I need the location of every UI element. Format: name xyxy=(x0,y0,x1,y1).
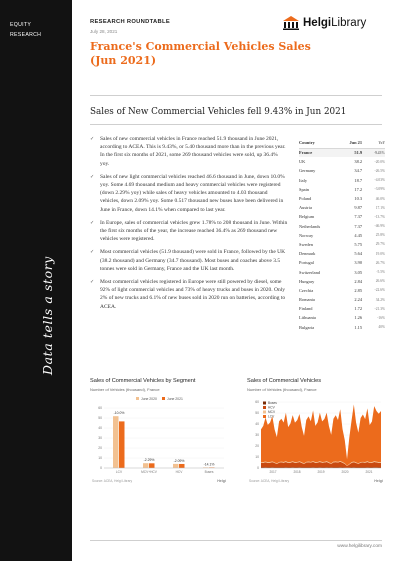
bar-value-label: -14.1% xyxy=(203,462,215,467)
table-header-row xyxy=(299,138,385,148)
y-tick-label: 20 xyxy=(98,446,102,451)
chart-watermark: Helgi xyxy=(374,479,383,483)
sales-cell: 18.7 xyxy=(354,177,363,183)
table-row xyxy=(299,277,385,286)
header-country: Country xyxy=(299,138,337,148)
sales-cell: 38.2 xyxy=(354,159,363,165)
bullet-text: Sales of new light commercial vehicles reached 46.6 thousand in June, down 10.0% yoy. Some 4.69 thousand medium and heavy commercial vehicles were registered (down 2.29% yoy) while sales of heavy vehicles amounted to 4.03 thousand vehicles, down 2.09% yoy. Some 0.517 thousand new buses have been delivered in June in France, down 14.1% when compared to last year. xyxy=(100,173,285,213)
yoy-cell: -21.3% xyxy=(374,306,385,311)
country-cell: Sweden xyxy=(299,241,313,247)
logo-text xyxy=(303,17,366,29)
logo-text-regular: Library xyxy=(331,17,367,29)
table-row xyxy=(299,258,385,267)
summary-bullet-list xyxy=(90,135,288,316)
report-eyebrow: RESEARCH ROUNDTABLE xyxy=(90,19,170,25)
table-row xyxy=(299,249,385,258)
y-tick-label: 0 xyxy=(257,466,259,471)
y-tick-label: 60 xyxy=(98,406,102,411)
sales-cell: 2.24 xyxy=(354,297,363,303)
y-tick-label: 10 xyxy=(98,456,102,461)
bar-2020 xyxy=(173,464,179,468)
table-row xyxy=(299,295,385,304)
country-cell: Germany xyxy=(299,168,316,174)
sales-cell: 7.37 xyxy=(354,223,363,229)
country-cell: Denmark xyxy=(299,251,316,257)
header-yoy: YoY xyxy=(365,138,385,148)
sales-cell: 2.85 xyxy=(354,287,363,293)
yoy-cell: -26.5% xyxy=(374,168,385,173)
category-line-2: RESEARCH xyxy=(10,32,42,38)
check-icon: ✓ xyxy=(90,173,95,180)
sales-cell: 2.84 xyxy=(354,278,363,284)
bar-value-label: -10.0% xyxy=(113,411,125,416)
country-cell: Portugal xyxy=(299,260,314,266)
legend-label: HCV xyxy=(268,405,275,410)
segment-chart-plot xyxy=(90,394,228,486)
legend-swatch xyxy=(263,415,266,418)
bullet-item xyxy=(90,278,288,311)
sales-cell: 10.3 xyxy=(354,196,363,202)
bar-value-label: -2.09% xyxy=(173,458,185,463)
y-tick-label: 20 xyxy=(255,444,259,449)
bullet-text: In Europe, sales of commercial vehicles grew 1.78% to 208 thousand in June. Within the first six months of the year, the increase reached 36.4% as 269 thousand new vehicles were registered. xyxy=(100,219,288,243)
yoy-cell: 40% xyxy=(378,325,385,330)
bullet-item xyxy=(90,135,288,168)
y-tick-label: 40 xyxy=(255,422,259,427)
country-cell: Romania xyxy=(299,297,315,303)
country-cell: Italy xyxy=(299,177,308,183)
sales-cell: 3.90 xyxy=(354,260,363,266)
logo-text-bold: Helgi xyxy=(303,17,332,29)
yoy-cell: -22.6% xyxy=(374,288,385,293)
legend-swatch xyxy=(263,411,266,414)
headline-divider xyxy=(90,124,382,125)
table-row xyxy=(299,240,385,249)
legend-swatch xyxy=(263,406,266,409)
footer-divider xyxy=(90,540,382,541)
country-cell: Spain xyxy=(299,186,310,192)
timeseries-chart-title: Sales of Commercial Vehicles xyxy=(247,378,321,384)
article-headline: Sales of New Commercial Vehicles fell 9.43% in Jun 2021 xyxy=(90,107,347,117)
helgi-library-logo[interactable] xyxy=(282,15,366,31)
x-category-label: LCV xyxy=(115,470,123,474)
check-icon: ✓ xyxy=(90,219,95,226)
country-cell: Hungary xyxy=(299,278,315,284)
country-cell: Netherlands xyxy=(299,223,321,229)
bullet-text: Most commercial vehicles registered in Europe were still powered by diesel, some 92% of light commercial vehicles and 73% of heavy trucks and buses in 2020. Only 2% of new trucks and 6.1% of new buses sold in 2020 run on batteries, according to ACEA. xyxy=(100,279,286,310)
timeseries-chart-plot xyxy=(247,394,385,486)
table-row xyxy=(299,185,385,194)
x-tick-label: 2019 xyxy=(317,470,325,474)
bullet-text: Sales of new commercial vehicles in France reached 51.9 thousand in June 2021, according to ACEA. This is 9.43%, or 5.40 thousand more than in the previous year. In the first six months of 2021, some 269 thousand vehicles were sold, up 36.4% yoy. xyxy=(100,136,286,167)
sales-cell: 17.2 xyxy=(354,186,363,192)
bullet-item xyxy=(90,219,288,244)
x-category-label: MCV+HCV xyxy=(141,470,157,474)
country-cell: France xyxy=(299,148,337,157)
x-category-label: HCV xyxy=(175,470,183,474)
category-label xyxy=(10,20,41,40)
bar-2021 xyxy=(149,463,155,468)
segment-chart xyxy=(90,378,228,486)
sales-cell: 3.05 xyxy=(354,269,363,275)
legend-swatch xyxy=(162,397,165,400)
report-title xyxy=(90,40,350,68)
table-row xyxy=(299,323,385,332)
sales-cell: 1.15 xyxy=(354,324,363,330)
timeseries-chart xyxy=(247,378,385,486)
chart-source: Source: ACEA, Helgi Library xyxy=(92,479,133,483)
sidebar xyxy=(0,0,72,561)
report-date: July 28, 2021 xyxy=(90,29,118,34)
sales-cell: 5.75 xyxy=(354,241,363,247)
country-cell: Finland xyxy=(299,306,313,312)
sales-cell: 9.87 xyxy=(354,205,363,211)
y-tick-label: 10 xyxy=(255,455,259,460)
yoy-cell: -5.5% xyxy=(376,270,385,275)
country-cell: Czechia xyxy=(299,287,314,293)
table-row xyxy=(299,313,385,322)
yoy-cell: -20.0% xyxy=(374,159,385,164)
country-cell: Norway xyxy=(299,232,314,238)
sales-cell: 4.45 xyxy=(354,232,363,238)
segment-chart-subtitle: Number of Vehicles (thousand), France xyxy=(90,387,160,392)
sidebar-slogan: Data tells a story xyxy=(40,256,55,375)
segment-chart-title: Sales of Commercial Vehicles by Segment xyxy=(90,378,196,384)
table-row xyxy=(299,267,385,276)
country-sales-table xyxy=(299,138,385,332)
yoy-cell: 17.1% xyxy=(375,205,385,210)
yoy-cell: -9.43% xyxy=(365,148,385,157)
x-tick-label: 2020 xyxy=(341,470,349,474)
check-icon: ✓ xyxy=(90,136,95,142)
bullet-text: Most commercial vehicles (51.9 thousand) were sold in France, followed by the UK (38.2 thousand) and Germany (34.7 thousand). Most buses and coaches above 3.5 tonnes were sold in Germany, France and the UK last month. xyxy=(100,249,286,272)
table-row xyxy=(299,212,385,221)
table-row xyxy=(299,222,385,231)
country-cell: Poland xyxy=(299,196,312,202)
yoy-cell: -3.09% xyxy=(374,187,385,192)
yoy-cell: 26.7% xyxy=(375,260,385,265)
x-tick-label: 2017 xyxy=(269,470,277,474)
legend-label: Buses xyxy=(268,401,277,405)
legend-label: MCV xyxy=(268,410,276,414)
x-category-label: Buses xyxy=(204,470,214,474)
table-row xyxy=(299,203,385,212)
country-table-body xyxy=(299,148,385,332)
legend-label: June 2021 xyxy=(167,396,183,401)
legend-label: LCV xyxy=(268,414,275,419)
table-row xyxy=(299,166,385,175)
y-tick-label: 0 xyxy=(100,466,102,471)
table-row xyxy=(299,231,385,240)
category-line-1: EQUITY xyxy=(10,22,32,28)
y-tick-label: 40 xyxy=(98,426,102,431)
bar-2021 xyxy=(119,421,125,468)
sales-cell: 5.64 xyxy=(354,251,363,257)
legend-swatch xyxy=(136,397,139,400)
y-tick-label: 30 xyxy=(255,433,259,438)
yoy-cell: -13.7% xyxy=(374,214,385,219)
chart-watermark: Helgi xyxy=(217,479,226,483)
table-row xyxy=(299,157,385,166)
sales-cell: 34.7 xyxy=(354,168,363,174)
yoy-cell: 34.2% xyxy=(375,297,385,302)
yoy-cell: 29.7% xyxy=(375,242,385,247)
header-divider xyxy=(90,95,382,96)
table-row xyxy=(299,148,385,157)
sales-cell: 51.9 xyxy=(337,148,365,157)
yoy-cell: 19.0% xyxy=(375,251,385,256)
yoy-cell: -46.9% xyxy=(374,224,385,229)
sales-cell: 7.37 xyxy=(354,214,363,220)
chart-source: Source: ACEA, Helgi Library xyxy=(249,479,290,483)
table-row xyxy=(299,304,385,313)
country-cell: Lithuania xyxy=(299,315,316,321)
y-tick-label: 50 xyxy=(255,411,259,416)
area-series-lcv xyxy=(261,405,381,466)
header-jun21: Jun 21 xyxy=(337,138,365,148)
x-tick-label: 2021 xyxy=(365,470,373,474)
y-tick-label: 60 xyxy=(255,400,259,405)
check-icon: ✓ xyxy=(90,279,95,286)
y-tick-label: 50 xyxy=(98,416,102,421)
library-building-icon xyxy=(282,15,300,31)
yoy-cell: 26.6% xyxy=(375,279,385,284)
bullet-item xyxy=(90,248,288,273)
bar-value-label: -2.29% xyxy=(143,458,155,463)
country-cell: UK xyxy=(299,159,306,165)
country-cell: Austria xyxy=(299,205,312,211)
timeseries-chart-subtitle: Number of Vehicles (thousand), France xyxy=(247,387,317,392)
sales-cell: 1.26 xyxy=(354,315,363,321)
country-cell: Switzerland xyxy=(299,269,320,275)
footer-url[interactable]: www.helgilibrary.com xyxy=(337,544,382,549)
sales-cell: 1.72 xyxy=(354,306,363,312)
country-cell: Belgium xyxy=(299,214,315,220)
yoy-cell: 46.0% xyxy=(375,196,385,201)
yoy-cell: -16% xyxy=(377,315,385,320)
table-row xyxy=(299,286,385,295)
check-icon: ✓ xyxy=(90,249,95,256)
table-row xyxy=(299,194,385,203)
report-title-line-2: (Jun 2021) xyxy=(90,54,157,67)
yoy-cell: -4.03% xyxy=(374,178,385,183)
x-tick-label: 2018 xyxy=(293,470,301,474)
yoy-cell: 25.8% xyxy=(375,233,385,238)
legend-label: June 2020 xyxy=(141,396,157,401)
bar-2020 xyxy=(143,463,149,468)
table-row xyxy=(299,176,385,185)
country-cell: Bulgaria xyxy=(299,324,315,330)
report-title-line-1: France's Commercial Vehicles Sales xyxy=(90,40,311,53)
y-tick-label: 30 xyxy=(98,436,102,441)
legend-swatch xyxy=(263,402,266,405)
bar-2020 xyxy=(113,416,119,468)
bar-2021 xyxy=(179,464,185,468)
bullet-item xyxy=(90,173,288,214)
